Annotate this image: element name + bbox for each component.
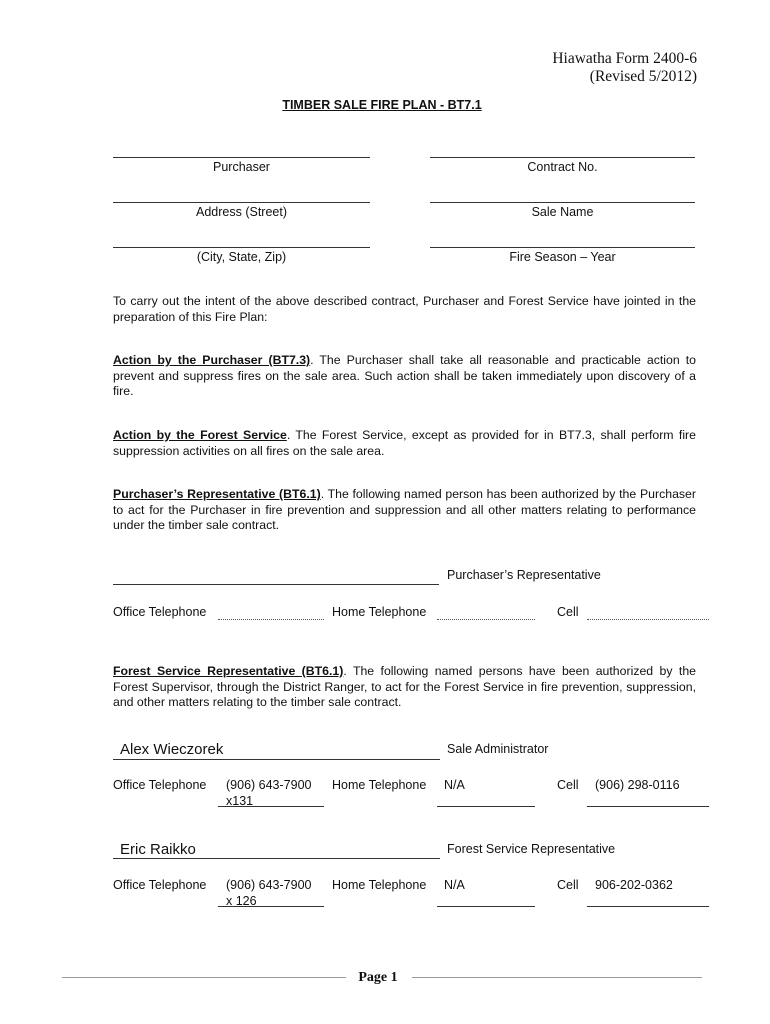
fs-rep-2-cell-label: Cell	[557, 878, 579, 892]
forest-service-action-body: . The Forest Service, except as provided for in BT7.3, shall perform fire suppression activities on all fires on the sale area.	[113, 428, 696, 458]
fs-rep-1-office-phone	[226, 777, 311, 809]
contract-no-line[interactable]	[430, 157, 695, 158]
fs-rep-2-name: Eric Raikko	[120, 841, 196, 858]
fs-rep-2-office-label: Office Telephone	[113, 878, 207, 892]
fs-rep-2-cell-line[interactable]	[587, 906, 709, 907]
forest-service-rep-paragraph	[113, 664, 696, 711]
purchaser-rep-office-field[interactable]	[218, 619, 324, 620]
fs-rep-1-role: Sale Administrator	[447, 742, 549, 756]
fs-rep-1-name: Alex Wieczorek	[120, 741, 224, 758]
purchaser-rep-home-field[interactable]	[437, 619, 535, 620]
revised-date: (Revised 5/2012)	[589, 68, 697, 85]
address-street-label: Address (Street)	[195, 205, 287, 219]
city-state-zip-line[interactable]	[113, 247, 370, 248]
fs-rep-1-office-phone-ext: x131	[226, 794, 254, 808]
purchaser-rep-paragraph	[113, 487, 696, 534]
purchaser-rep-cell-label: Cell	[557, 605, 579, 619]
purchaser-line[interactable]	[113, 157, 370, 158]
purchaser-rep-body: . The following named person has been authorized by the Purchaser to act for the Purchaser in fire prevention and suppression and all other matters relating to performance under the timber sale contract.	[113, 487, 696, 533]
fs-rep-2-home-line[interactable]	[437, 906, 535, 907]
fs-rep-1-office-label: Office Telephone	[113, 778, 207, 792]
fs-rep-1-cell-phone: (906) 298-0116	[595, 778, 680, 792]
fs-rep-1-cell-label: Cell	[557, 778, 579, 792]
fs-rep-2-home-label: Home Telephone	[332, 878, 427, 892]
contract-no-label: Contract No.	[527, 160, 598, 174]
fs-rep-2-cell-phone: 906-202-0362	[595, 878, 673, 892]
fire-season-year-line[interactable]	[430, 247, 695, 248]
intro-paragraph: To carry out the intent of the above described contract, Purchaser and Forest Service have jointed in the preparation of this Fire Plan:	[113, 294, 696, 324]
purchaser-action-paragraph	[113, 353, 696, 400]
fs-rep-2-office-phone-ext: x 126	[226, 894, 257, 908]
fs-rep-1-home-phone: N/A	[444, 778, 465, 792]
fs-rep-2-office-phone-number: (906) 643-7900	[226, 878, 312, 892]
form-id: Hiawatha Form 2400-6	[552, 50, 697, 67]
forest-service-action-heading: Action by the Forest Service	[113, 428, 287, 442]
fire-season-year-label: Fire Season – Year	[509, 250, 616, 264]
page-number: Page 1	[358, 970, 398, 985]
fs-rep-2-office-line[interactable]	[218, 906, 324, 907]
address-street-line[interactable]	[113, 202, 370, 203]
footer-rule-right	[412, 977, 702, 978]
fs-rep-2-role: Forest Service Representative	[447, 842, 616, 856]
purchaser-label: Purchaser	[213, 160, 270, 174]
forest-service-action-paragraph	[113, 428, 696, 459]
fs-rep-1-name-line[interactable]	[113, 759, 440, 760]
sale-name-line[interactable]	[430, 202, 695, 203]
sale-name-label: Sale Name	[531, 205, 594, 219]
fs-rep-2-office-phone	[226, 877, 311, 909]
fs-rep-2-home-phone: N/A	[444, 878, 465, 892]
purchaser-rep-role: Purchaser’s Representative	[447, 568, 601, 582]
page-title: TIMBER SALE FIRE PLAN - BT7.1	[282, 98, 482, 112]
fs-rep-1-office-line[interactable]	[218, 806, 324, 807]
purchaser-rep-office-label: Office Telephone	[113, 605, 207, 619]
fs-rep-2-name-line[interactable]	[113, 858, 440, 859]
fs-rep-1-home-label: Home Telephone	[332, 778, 427, 792]
purchaser-rep-heading: Purchaser’s Representative (BT6.1)	[113, 487, 321, 501]
forest-service-rep-body: . The following named persons have been authorized by the Forest Supervisor, through the District Ranger, to act for the Forest Service in fire prevention, suppression, and other matters relating to the timber sale contract.	[113, 664, 697, 710]
footer-rule-left	[62, 977, 346, 978]
form-header	[552, 50, 697, 86]
fs-rep-1-home-line[interactable]	[437, 806, 535, 807]
forest-service-rep-heading: Forest Service Representative (BT6.1)	[113, 664, 344, 678]
purchaser-rep-cell-field[interactable]	[587, 619, 709, 620]
fs-rep-1-cell-line[interactable]	[587, 806, 709, 807]
fs-rep-1-office-phone-number: (906) 643-7900	[226, 778, 312, 792]
purchaser-action-body: . The Purchaser shall take all reasonable and practicable action to prevent and suppress fires on the sale area. Such action shall be taken immediately upon discovery of a fire.	[113, 353, 696, 399]
city-state-zip-label: (City, State, Zip)	[196, 250, 287, 264]
purchaser-rep-name-line[interactable]	[113, 584, 439, 585]
purchaser-action-heading: Action by the Purchaser (BT7.3)	[113, 353, 311, 367]
purchaser-rep-home-label: Home Telephone	[332, 605, 427, 619]
